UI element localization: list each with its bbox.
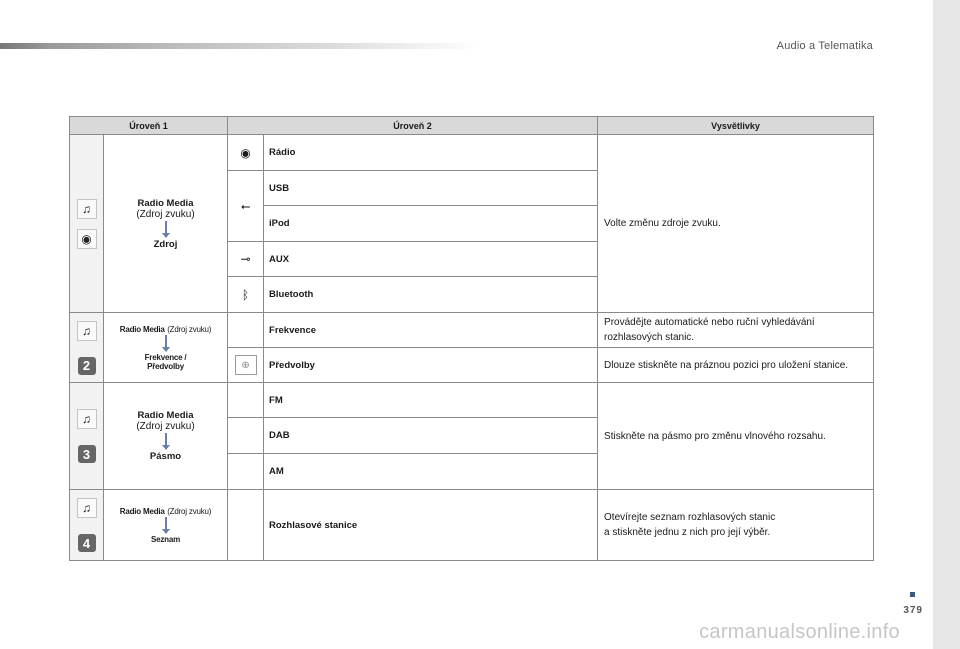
icon-cell	[70, 490, 104, 561]
empty-icon-cell	[228, 383, 264, 418]
level1-title: Radio Media	[119, 507, 165, 516]
level1-title: Radio Media	[137, 197, 194, 209]
step-number-badge: 3	[78, 445, 96, 463]
bluetooth-icon: ᛒ	[228, 277, 264, 313]
page-marker	[910, 592, 915, 597]
level1-title: Radio Media	[119, 325, 165, 334]
empty-icon-cell	[228, 490, 264, 561]
music-note-icon: ♫	[77, 498, 97, 518]
icon-cell	[70, 383, 104, 490]
table-row	[70, 490, 874, 561]
level1-title: Radio Media	[137, 410, 194, 421]
preset-add-icon: ⊕	[235, 355, 257, 375]
music-note-icon: ♫	[77, 199, 97, 219]
preset-icon-cell	[228, 348, 264, 383]
explanation-line: Otevírejte seznam rozhlasových stanic	[604, 512, 776, 523]
menu-table	[69, 116, 874, 561]
level2-item: AUX	[264, 242, 598, 277]
arrow-down-icon	[104, 335, 227, 352]
table-row	[70, 313, 874, 348]
explanation: Stiskněte na pásmo pro změnu vlnového rozsahu.	[598, 383, 874, 490]
header-gradient-bar	[0, 43, 480, 49]
level2-item: Předvolby	[264, 348, 598, 383]
level2-item: iPod	[264, 206, 598, 242]
level2-item: FM	[264, 383, 598, 418]
table-row	[70, 383, 874, 418]
level1-subtitle: (Zdroj zvuku)	[136, 208, 195, 220]
empty-icon-cell	[228, 418, 264, 454]
table-row	[70, 135, 874, 171]
page-edge-strip	[933, 0, 960, 649]
explanation: Dlouze stiskněte na práznou pozici pro uložení stanice.	[598, 348, 874, 383]
radio-icon: ◉	[77, 229, 97, 249]
level1-target-2: Předvolby	[147, 362, 184, 371]
level1-subtitle: (Zdroj zvuku)	[136, 421, 195, 432]
level1-target: Zdroj	[153, 238, 178, 250]
level2-item: Bluetooth	[264, 277, 598, 313]
level1-cell	[104, 383, 228, 490]
level1-target: Seznam	[150, 535, 181, 544]
explanation: Volte změnu zdroje zvuku.	[598, 135, 874, 313]
step-number-badge: 2	[78, 357, 96, 375]
level2-item: USB	[264, 171, 598, 206]
level1-cell	[104, 490, 228, 561]
level2-item: Rádio	[264, 135, 598, 171]
icon-cell	[70, 135, 104, 313]
section-title: Audio a Telematika	[776, 40, 873, 52]
level2-item: Frekvence	[264, 313, 598, 348]
usb-icon: ⭠	[228, 171, 264, 242]
table-header-row	[70, 117, 874, 135]
empty-icon-cell	[228, 454, 264, 490]
level1-target: Frekvence /	[144, 353, 187, 362]
arrow-down-icon	[104, 517, 227, 534]
explanation	[598, 490, 874, 561]
header-level2: Úroveň 2	[228, 117, 598, 135]
header-level1: Úroveň 1	[70, 117, 228, 135]
level2-item: AM	[264, 454, 598, 490]
level1-subtitle: (Zdroj zvuku)	[167, 507, 212, 516]
explanation-line: a stiskněte jednu z nich pro její výběr.	[604, 527, 771, 538]
icon-cell	[70, 313, 104, 383]
arrow-down-icon	[104, 221, 227, 238]
header-explanations: Vysvětlivky	[598, 117, 874, 135]
radio-icon: ◉	[228, 135, 264, 171]
arrow-down-icon	[104, 433, 227, 450]
level1-cell	[104, 135, 228, 313]
page-number: 379	[903, 605, 923, 616]
music-note-icon: ♫	[77, 409, 97, 429]
empty-icon-cell	[228, 313, 264, 348]
aux-icon: ⊸	[228, 242, 264, 277]
music-note-icon: ♫	[77, 321, 97, 341]
step-number-badge: 4	[78, 534, 96, 552]
level2-item: DAB	[264, 418, 598, 454]
explanation: Provádějte automatické nebo ruční vyhledávání rozhlasových stanic.	[598, 313, 874, 348]
level1-target: Pásmo	[149, 451, 182, 462]
level2-item: Rozhlasové stanice	[264, 490, 598, 561]
level1-cell	[104, 313, 228, 383]
watermark: carmanualsonline.info	[699, 621, 900, 643]
level1-subtitle: (Zdroj zvuku)	[167, 325, 212, 334]
